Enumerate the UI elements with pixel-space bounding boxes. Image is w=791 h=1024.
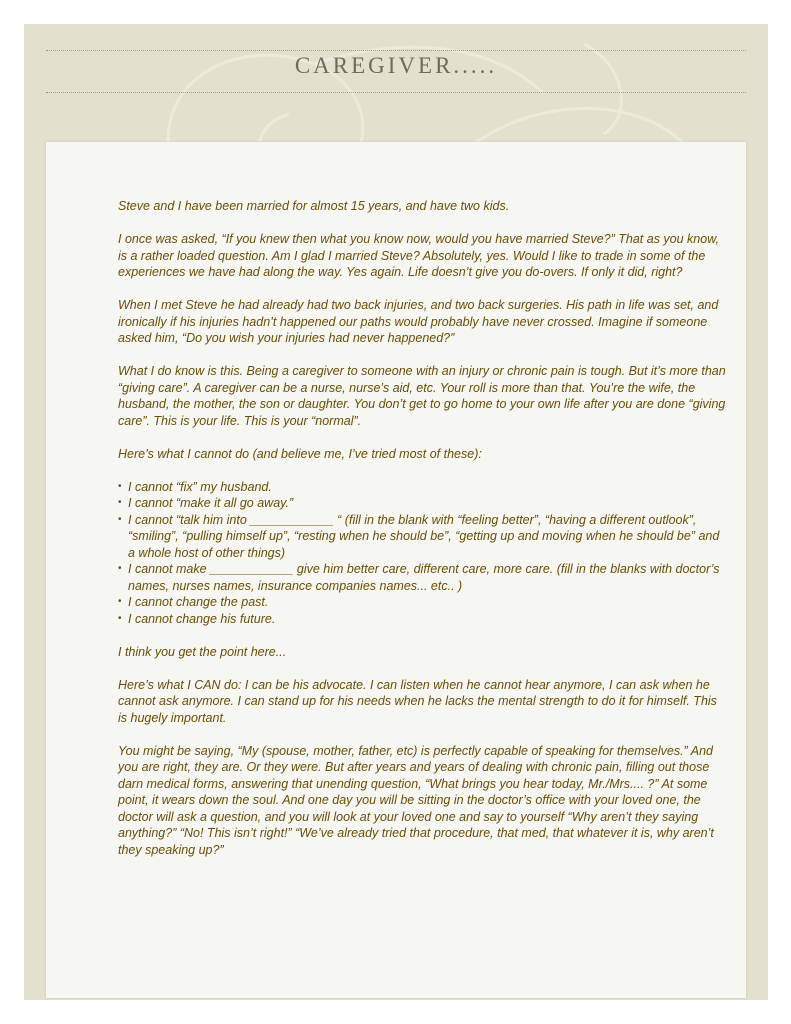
list-item: • I cannot change his future. [118, 611, 728, 628]
title-top-rule [46, 50, 746, 51]
paragraph-marriage: Steve and I have been married for almost 15 years, and have two kids. [118, 199, 510, 213]
content-panel [46, 142, 746, 998]
paragraph-back-injuries: When I met Steve he had already had two back injuries, and two back surgeries. His path in life was set, and ironically if his injuries hadn’t happened our paths would probably have never crossed. Imagine if someone asked him, “Do you wish your injuries had never happened?” [118, 298, 719, 345]
paragraph-advocate: Here’s what I CAN do: I can be his advocate. I can listen when he cannot hear anymore, I can ask when he cannot ask anymore. I can stand up for his needs when he lacks the mental strength to do it for himself. This is hugely important. [118, 677, 717, 725]
title-bottom-rule [46, 92, 746, 93]
list-item: • I cannot “make it all go away.” [118, 495, 728, 512]
list-item: • I cannot “fix” my husband. [118, 479, 728, 496]
paragraph-speaking-up: You might be saying, “My (spouse, mother, father, etc) is perfectly capable of speaking for themselves.” And you are right, they are. Or they were. But after years and years of dealing with chronic pain, filling out those darn medical forms, answering that unending question, “What brings you hear today, Mr./Mrs.... ?” At some point, it wears down the soul. And one day you will be sitting in the doctor’s office with your loved one, the doctor will ask a question, and you will look at your loved one and say to yourself “Why aren’t they saying anything?” “No! This isn’t right!” “We’ve already tried that procedure, that med, that whatever it is, why aren’t they speaking up?” [118, 743, 714, 857]
article-body [118, 198, 728, 875]
page-frame [24, 24, 768, 1000]
list-item: • I cannot change the past. [118, 594, 728, 611]
paragraph-cannot-intro: Here’s what I cannot do (and believe me, I’ve tried most of these): [118, 446, 482, 461]
list-item: • I cannot “talk him into ____________ “ (fill in the blank with “feeling better”, “having a different outlook”, “smiling”, “pulling himself up”, “resting when he should be”, “getting up and moving when he should be” and a whole host of other things) [118, 512, 728, 562]
paragraph-loaded-question: I once was asked, “If you knew then what you know now, would you have married Steve?” That as you know, is a rather loaded question. Am I glad I married Steve? Absolutely, yes. Would I like to trade in some of the experiences we have had along the way. Yes again. Life doesn’t give you do-overs. If only it did, right? [118, 232, 720, 279]
page-title: CAREGIVER..... [294, 53, 498, 78]
paragraph-caregiver-role: What I do know is this. Being a caregiver to someone with an injury or chronic pain is tough. But it’s more than “giving care”. A caregiver can be a nurse, nurse’s aid, etc. Your roll is more than that. You’re the wife, the husband, the mother, the son or daughter. You don’t get to go home to your own life after you are done “giving care”. This is your life. This is your “normal”. [118, 364, 726, 428]
cannot-list [118, 479, 728, 628]
list-item: • I cannot make ____________ give him better care, different care, more care. (fill in the blanks with doctor’s names, nurses names, insurance companies names... etc.. ) [118, 561, 728, 594]
paragraph-get-the-point: I think you get the point here... [118, 644, 287, 659]
